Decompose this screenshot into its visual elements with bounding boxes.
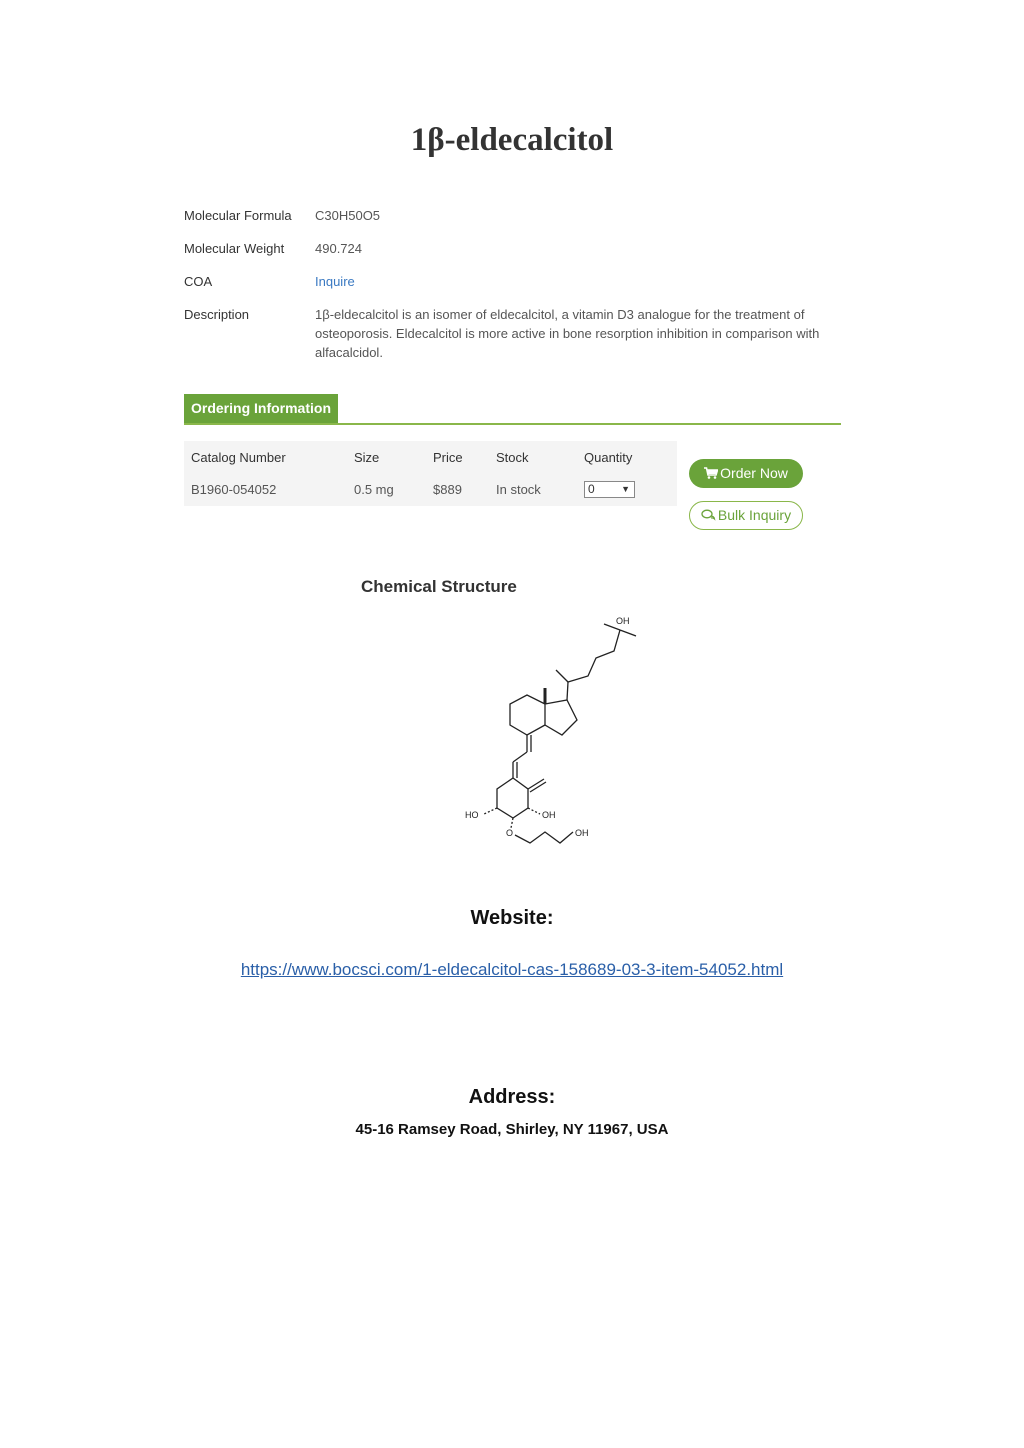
weight-label: Molecular Weight (184, 241, 285, 256)
ordering-tab: Ordering Information (184, 394, 338, 423)
description-label: Description (184, 307, 250, 322)
dropdown-arrow-icon: ▼ (621, 484, 630, 494)
label-o-ether: O (506, 828, 514, 838)
coa-label: COA (184, 274, 213, 289)
coa-row (184, 272, 844, 291)
header-price: Price (433, 450, 463, 465)
description-value: 1β-eldecalcitol is an isomer of eldecalcitol, a vitamin D3 analogue for the treatment of osteoporosis. Eldecalcitol is more active in bone resorption inhibition in comparison with alfacalcidol. (315, 307, 820, 360)
quantity-select[interactable] (584, 481, 635, 498)
ordering-header (184, 394, 841, 425)
cart-icon (704, 467, 718, 479)
bulk-inquiry-label: Bulk Inquiry (717, 507, 792, 523)
quantity-value: 0 (588, 482, 595, 496)
description-row (184, 305, 844, 362)
page-title: 1β-eldecalcitol (410, 122, 614, 158)
formula-label: Molecular Formula (184, 208, 292, 223)
structure-title: Chemical Structure (361, 577, 517, 596)
properties-table (184, 206, 844, 376)
address-text: 45-16 Ramsey Road, Shirley, NY 11967, USA (355, 1121, 669, 1138)
ordering-table (184, 441, 677, 506)
header-stock: Stock (496, 450, 529, 465)
cell-size: 0.5 mg (354, 482, 394, 497)
label-oh-mid: OH (542, 810, 556, 820)
label-ho-left: HO (465, 810, 479, 820)
header-catalog: Catalog Number (191, 450, 286, 465)
website-link[interactable]: https://www.bocsci.com/1-eldecalcitol-cas-158689-03-3-item-54052.html (240, 960, 784, 979)
formula-row (184, 206, 844, 225)
weight-value: 490.724 (315, 241, 362, 256)
chemical-structure (455, 605, 645, 850)
website-label: Website: (470, 907, 554, 929)
header-size: Size (354, 450, 380, 465)
order-now-button[interactable] (689, 459, 803, 488)
cell-catalog: B1960-054052 (191, 482, 277, 497)
bulk-inquiry-button[interactable] (689, 501, 803, 530)
order-now-label: Order Now (720, 465, 788, 481)
label-oh-top: OH (616, 616, 630, 626)
cell-stock: In stock (496, 482, 541, 497)
chat-icon (701, 509, 716, 521)
weight-row (184, 239, 844, 258)
address-label: Address: (468, 1086, 556, 1108)
label-oh-chain: OH (575, 828, 589, 838)
cell-price: $889 (433, 482, 462, 497)
formula-value: C30H50O5 (315, 208, 381, 223)
coa-inquire-link[interactable]: Inquire (315, 274, 355, 289)
header-quantity: Quantity (584, 450, 633, 465)
